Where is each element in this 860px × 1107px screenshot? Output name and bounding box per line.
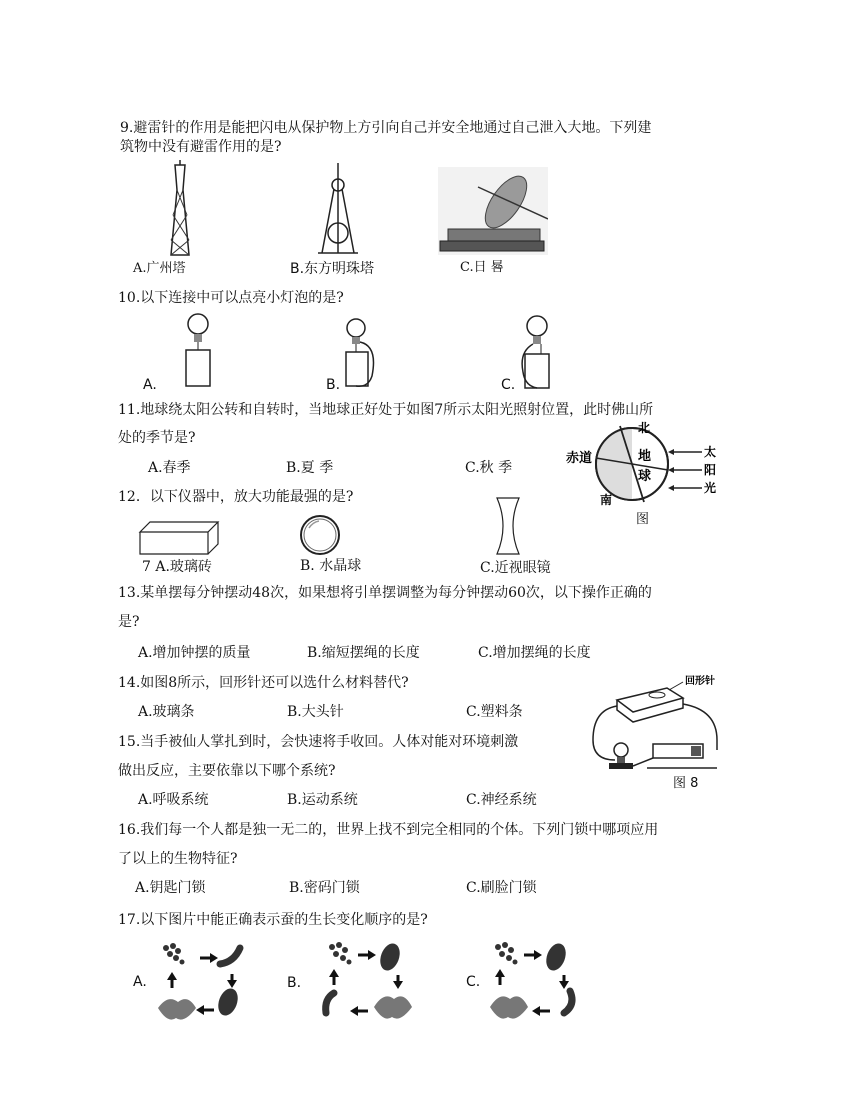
q13-text-line1: 13.某单摆每分钟摆动48次，如果想将引单摆调整为每分钟摆动60次，以下操作正确的	[118, 585, 652, 601]
q11-option-c[interactable]: C.秋 季	[465, 460, 513, 476]
paperclip-label: 回形针	[685, 676, 715, 687]
circuit-b-image	[338, 316, 383, 391]
q15-text-line1: 15.当手被仙人掌扎到时，会快速将手收回。人体对能对环境刺激	[118, 734, 519, 750]
q14-option-c[interactable]: C.塑料条	[466, 704, 523, 720]
concave-lens-image	[493, 496, 523, 556]
q11-text-line1: 11.地球绕太阳公转和自转时，当地球正好处于如图7所示太阳光照射位置，此时佛山所	[118, 402, 654, 418]
circuit-a-image	[178, 310, 218, 390]
south-label: 南	[600, 493, 613, 507]
q9-text-line2: 筑物中没有避雷作用的是?	[120, 139, 282, 155]
sun-label-2: 阳	[704, 463, 717, 477]
earth-label-1: 地	[638, 449, 652, 464]
q11-option-a[interactable]: A.春季	[148, 460, 191, 476]
q12-text-line1: 12．以下仪器中，放大功能最强的是?	[118, 489, 354, 505]
q17-text-line1: 17.以下图片中能正确表示蚕的生长变化顺序的是?	[118, 912, 428, 928]
q15-text-line2: 做出反应，主要依靠以下哪个系统?	[118, 763, 336, 779]
q17-option-a[interactable]: A.	[133, 974, 147, 990]
q14-text-line1: 14.如图8所示，回形针还可以选什么材料替代?	[118, 675, 409, 691]
q10-option-b[interactable]: B.	[326, 377, 341, 393]
q9-option-b[interactable]: B.东方明珠塔	[290, 261, 375, 277]
q11-option-b[interactable]: B.夏 季	[286, 460, 334, 476]
q12-option-c[interactable]: C.近视眼镜	[480, 560, 551, 576]
figure-8-caption: 图 8	[673, 776, 699, 791]
equator-label: 赤道	[566, 451, 593, 466]
q15-option-a[interactable]: A.呼吸系统	[138, 792, 209, 808]
q17-option-c[interactable]: C.	[466, 974, 481, 990]
north-label: 北	[638, 421, 651, 435]
q9-option-a[interactable]: A.广州塔	[133, 261, 186, 276]
q13-option-a[interactable]: A.增加钟摆的质量	[138, 645, 251, 661]
q17-option-b[interactable]: B.	[287, 975, 302, 991]
q14-option-b[interactable]: B.大头针	[287, 704, 344, 720]
q14-option-a[interactable]: A.玻璃条	[138, 704, 195, 720]
earth-label-2: 球	[638, 469, 652, 484]
q15-option-b[interactable]: B.运动系统	[287, 792, 358, 808]
sundial-image	[438, 167, 548, 255]
q13-option-b[interactable]: B.缩短摆绳的长度	[307, 645, 420, 661]
q15-option-c[interactable]: C.神经系统	[466, 792, 537, 808]
q13-option-c[interactable]: C.增加摆绳的长度	[478, 645, 591, 661]
glass-brick-image	[138, 520, 220, 556]
q10-option-a[interactable]: A.	[143, 377, 157, 393]
crystal-ball-image	[299, 514, 341, 556]
silkworm-cycle-c-image	[484, 935, 584, 1025]
canton-tower-image	[155, 160, 205, 260]
sun-label-3: 光	[704, 481, 717, 495]
q9-option-c[interactable]: C.日 晷	[460, 260, 504, 275]
oriental-pearl-tower-image	[316, 163, 360, 258]
paperclip-circuit-figure	[587, 670, 727, 780]
circuit-c-image	[515, 312, 560, 392]
figure-7-caption: 图	[636, 512, 650, 527]
earth-sunlight-figure	[560, 418, 720, 510]
q16-option-c[interactable]: C.刷脸门锁	[466, 880, 537, 896]
q11-text-line2: 处的季节是?	[118, 430, 196, 446]
q10-option-c[interactable]: C.	[501, 377, 516, 393]
sun-label-1: 太	[704, 445, 717, 459]
q16-option-b[interactable]: B.密码门锁	[289, 880, 360, 896]
q13-text-line2: 是?	[118, 614, 140, 630]
silkworm-cycle-b-image	[318, 935, 418, 1025]
q16-text-line2: 了以上的生物特征?	[118, 851, 238, 867]
q9-text-line1: 9.避雷针的作用是能把闪电从保护物上方引向自己并安全地通过自己泄入大地。下列建	[120, 120, 652, 136]
q12-option-b[interactable]: B. 水晶球	[300, 558, 362, 574]
q16-option-a[interactable]: A.钥匙门锁	[135, 880, 206, 896]
silkworm-cycle-a-image	[148, 938, 248, 1026]
q12-option-a[interactable]: 7 A.玻璃砖	[142, 559, 212, 575]
q10-text-line1: 10.以下连接中可以点亮小灯泡的是?	[118, 290, 344, 306]
q16-text-line1: 16.我们每一个人都是独一无二的，世界上找不到完全相同的个体。下列门锁中哪项应用	[118, 822, 659, 838]
